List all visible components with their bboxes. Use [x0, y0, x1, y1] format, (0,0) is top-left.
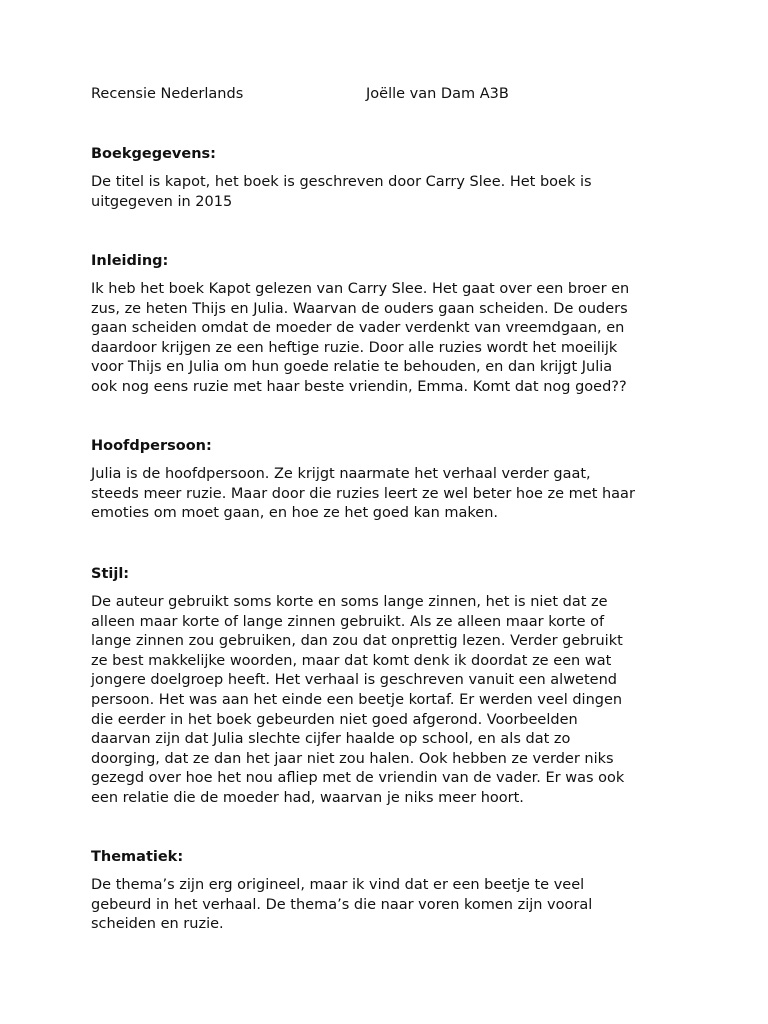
body-line: alleen maar korte of lange zinnen gebruikt. Als ze alleen maar korte of: [91, 613, 605, 630]
body-line: doorging, dat ze dan het jaar niet zou halen. Ook hebben ze verder niks: [91, 750, 614, 767]
body-line: daardoor krijgen ze een heftige ruzie. Door alle ruzies wordt het moeilijk: [91, 339, 618, 356]
body-line: voor Thijs en Julia om hun goede relatie te behouden, en dan krijgt Julia: [91, 359, 613, 376]
section-heading: Hoofdpersoon:: [91, 438, 212, 454]
section-heading: Stijl:: [91, 566, 130, 582]
body-line: De thema’s zijn erg origineel, maar ik vind dat er een beetje te veel: [91, 877, 585, 893]
body-line: lange zinnen zou gebruiken, dan zou dat onprettig lezen. Verder gebruikt: [91, 633, 623, 650]
section-heading: Boekgegevens:: [91, 146, 216, 162]
section-body: [91, 876, 691, 935]
document-page: [91, 84, 691, 933]
section-thematiek: [91, 847, 691, 935]
section-heading: Inleiding:: [91, 253, 169, 269]
body-line: De auteur gebruikt soms korte en soms lange zinnen, het is niet dat ze: [91, 594, 608, 610]
document-header: [91, 84, 691, 104]
body-line: gaan scheiden omdat de moeder de vader verdenkt van vreemdgaan, en: [91, 320, 625, 337]
body-line: daarvan zijn dat Julia slechte cijfer haalde op school, en als dat zo: [91, 731, 571, 748]
section-body: [91, 173, 691, 212]
body-line: Ik heb het boek Kapot gelezen van Carry Slee. Het gaat over een broer en: [91, 281, 630, 297]
section-inleiding: [91, 251, 691, 398]
section-hoofdpersoon: [91, 436, 691, 524]
body-line: jongere doelgroep heeft. Het verhaal is geschreven vanuit een alwetend: [91, 672, 617, 689]
body-line: scheiden en ruzie.: [91, 916, 224, 933]
body-line: zus, ze heten Thijs en Julia. Waarvan de ouders gaan scheiden. De ouders: [91, 300, 628, 317]
body-line: steeds meer ruzie. Maar door die ruzies leert ze wel beter hoe ze met haar: [91, 485, 635, 502]
body-line: Julia is de hoofdpersoon. Ze krijgt naarmate het verhaal verder gaat,: [91, 466, 591, 482]
body-line: een relatie die de moeder had, waarvan je niks meer hoort.: [91, 789, 524, 806]
section-body: [91, 280, 691, 398]
body-line: ook nog eens ruzie met haar beste vriendin, Emma. Komt dat nog goed??: [91, 378, 627, 395]
header-author: Joëlle van Dam A3B: [366, 86, 509, 102]
section-stijl: [91, 564, 691, 809]
body-line: De titel is kapot, het boek is geschreven door Carry Slee. Het boek is: [91, 174, 592, 190]
section-boekgegevens: [91, 144, 691, 212]
section-body: [91, 465, 691, 524]
body-line: ze best makkelijke woorden, maar dat komt denk ik doordat ze een wat: [91, 652, 612, 669]
body-line: emoties om moet gaan, en hoe ze het goed kan maken.: [91, 505, 499, 522]
section-body: [91, 593, 691, 809]
body-line: uitgegeven in 2015: [91, 193, 233, 210]
section-heading: Thematiek:: [91, 849, 184, 865]
body-line: die eerder in het boek gebeurden niet goed afgerond. Voorbeelden: [91, 711, 578, 728]
body-line: persoon. Het was aan het einde een beetje kortaf. Er werden veel dingen: [91, 691, 623, 708]
header-subject: Recensie Nederlands: [91, 86, 244, 102]
body-line: gezegd over hoe het nou afliep met de vriendin van de vader. Er was ook: [91, 770, 625, 787]
body-line: gebeurd in het verhaal. De thema’s die naar voren komen zijn vooral: [91, 896, 593, 913]
